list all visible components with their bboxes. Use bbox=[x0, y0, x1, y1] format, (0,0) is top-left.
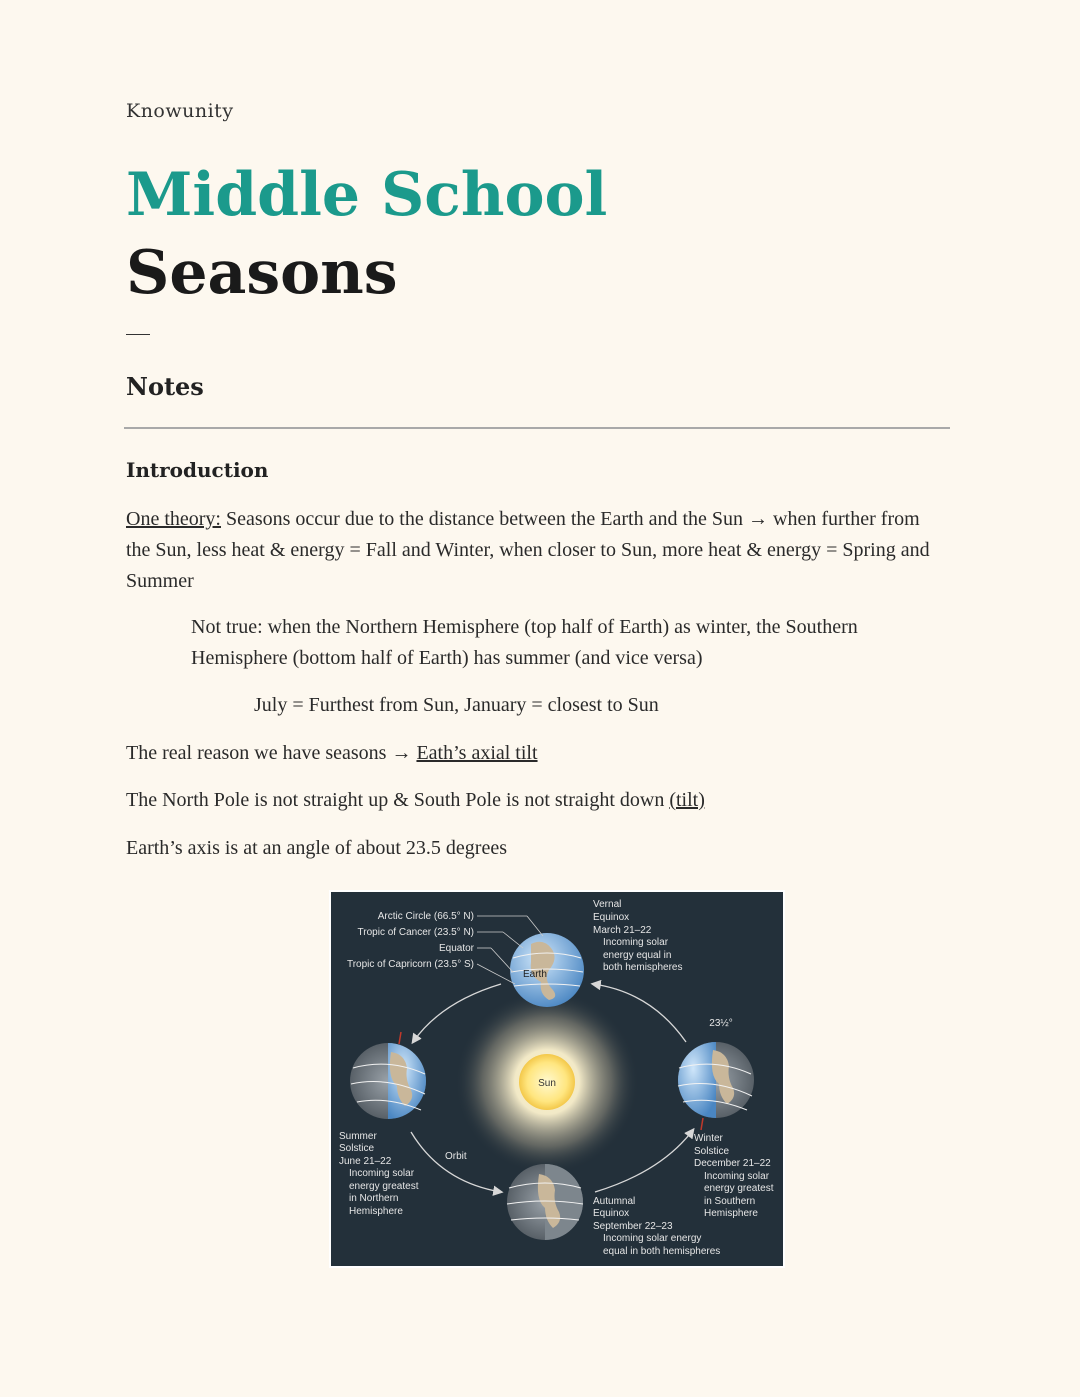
one-theory-text: Seasons occur due to the distance between the Earth and the Sun → when further from the Sun, less heat & energy = Fall and Winter, when closer to Sun, more heat & energy = Spring and Summer bbox=[126, 508, 930, 592]
earth-label: Earth bbox=[523, 969, 547, 980]
autumnal-equinox-text bbox=[593, 1196, 720, 1257]
svg-text:in Northern: in Northern bbox=[349, 1193, 399, 1204]
tilt-underlined: (tilt) bbox=[669, 789, 705, 811]
label-tropic-capricorn: Tropic of Capricorn (23.5° S) bbox=[346, 959, 474, 970]
svg-text:Equinox: Equinox bbox=[593, 1208, 630, 1219]
svg-text:March 21–22: March 21–22 bbox=[593, 925, 652, 936]
earth-autumnal-globe bbox=[507, 1164, 583, 1240]
real-reason-text: The real reason we have seasons → bbox=[126, 742, 417, 764]
earth-summer-globe bbox=[350, 1032, 426, 1119]
svg-text:both hemispheres: both hemispheres bbox=[603, 962, 683, 973]
summer-solstice-text bbox=[339, 1131, 419, 1217]
earth-winter-globe bbox=[678, 1042, 754, 1130]
svg-text:energy equal in: energy equal in bbox=[603, 950, 672, 961]
label-equator: Equator bbox=[438, 943, 474, 954]
orbit-label: Orbit bbox=[445, 1151, 467, 1162]
svg-text:Autumnal: Autumnal bbox=[593, 1196, 636, 1207]
svg-text:Incoming solar energy: Incoming solar energy bbox=[603, 1233, 702, 1244]
one-theory-label: One theory: bbox=[126, 508, 221, 530]
paragraph-july: July = Furthest from Sun, January = closest to Sun bbox=[254, 694, 659, 716]
paragraph-axis-angle: Earth’s axis is at an angle of about 23.5 degrees bbox=[126, 837, 507, 859]
page-title: Seasons bbox=[126, 238, 398, 308]
north-pole-text: The North Pole is not straight up & South Pole is not straight down bbox=[126, 789, 670, 811]
paragraph-one-theory bbox=[126, 504, 946, 597]
svg-text:December 21–22: December 21–22 bbox=[694, 1158, 771, 1169]
horizontal-rule bbox=[124, 427, 950, 429]
label-arctic-circle: Arctic Circle (66.5° N) bbox=[377, 911, 474, 922]
winter-solstice-text bbox=[694, 1133, 774, 1219]
svg-text:Hemisphere: Hemisphere bbox=[704, 1208, 758, 1219]
svg-text:Incoming solar: Incoming solar bbox=[603, 937, 669, 948]
vernal-equinox-text bbox=[593, 899, 683, 973]
short-divider bbox=[126, 334, 150, 335]
heading-introduction: Introduction bbox=[126, 458, 269, 482]
svg-text:Vernal: Vernal bbox=[593, 899, 622, 910]
svg-text:Equinox: Equinox bbox=[593, 912, 630, 923]
paragraph-real-reason bbox=[126, 738, 946, 769]
svg-text:Solstice: Solstice bbox=[339, 1143, 375, 1154]
paragraph-not-true: Not true: when the Northern Hemisphere (top half of Earth) as winter, the Southern Hemisphere (bottom half of Earth) has summer (and vice versa) bbox=[191, 616, 858, 669]
axial-tilt-link: Eath’s axial tilt bbox=[416, 742, 538, 764]
brand-name: Knowunity bbox=[126, 100, 234, 122]
svg-text:in Southern: in Southern bbox=[704, 1196, 756, 1207]
svg-text:equal in both hemispheres: equal in both hemispheres bbox=[603, 1246, 721, 1257]
svg-text:Incoming solar: Incoming solar bbox=[349, 1168, 415, 1179]
sun-label: Sun bbox=[538, 1078, 556, 1089]
earth-vernal-globe bbox=[510, 933, 584, 1007]
svg-text:September 22–23: September 22–23 bbox=[593, 1221, 673, 1232]
label-tropic-cancer: Tropic of Cancer (23.5° N) bbox=[357, 927, 474, 938]
title-line-1: Middle School bbox=[126, 160, 608, 230]
svg-text:Incoming solar: Incoming solar bbox=[704, 1171, 770, 1182]
svg-text:Solstice: Solstice bbox=[694, 1146, 730, 1157]
svg-text:Winter: Winter bbox=[694, 1133, 723, 1144]
svg-text:energy greatest: energy greatest bbox=[349, 1181, 419, 1192]
svg-text:energy greatest: energy greatest bbox=[704, 1183, 774, 1194]
seasons-diagram bbox=[329, 890, 785, 1268]
tilt-angle-label: 23½° bbox=[709, 1018, 733, 1029]
svg-text:Summer: Summer bbox=[339, 1131, 377, 1142]
paragraph-north-pole bbox=[126, 785, 946, 816]
section-label: Notes bbox=[126, 372, 204, 401]
svg-text:Hemisphere: Hemisphere bbox=[349, 1206, 403, 1217]
svg-text:June 21–22: June 21–22 bbox=[339, 1156, 392, 1167]
